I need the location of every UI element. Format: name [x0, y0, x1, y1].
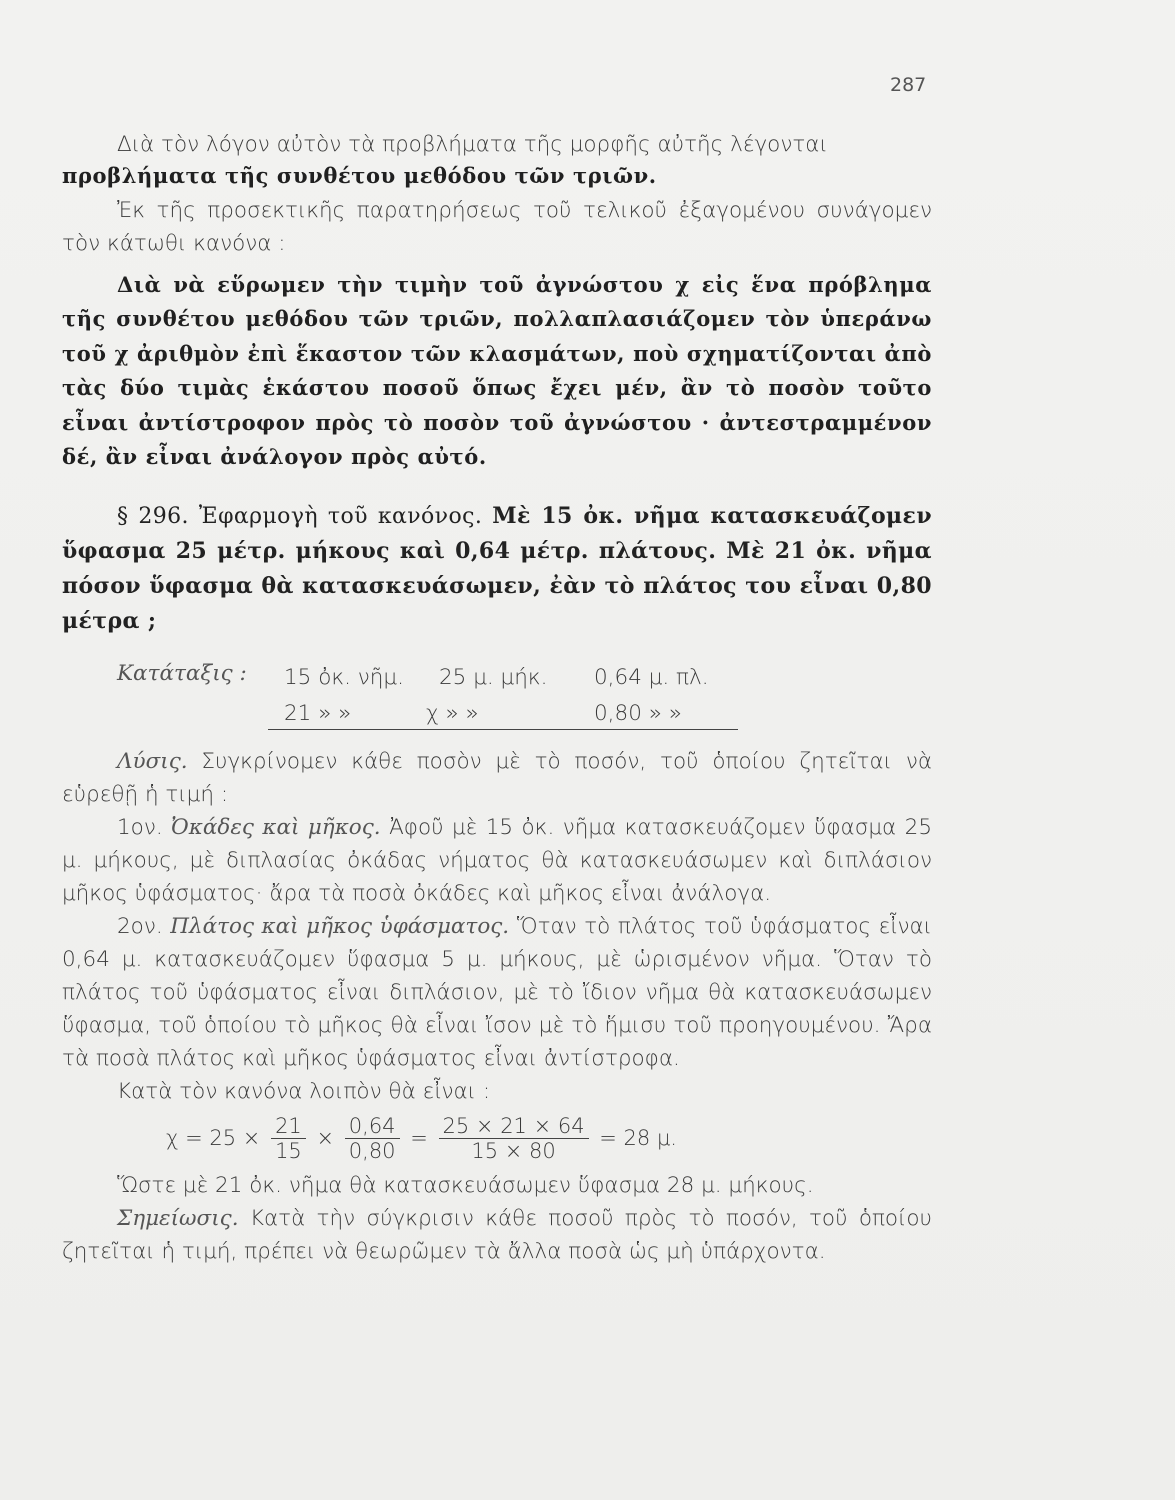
- arrangement-r2c3: 0,80 » »: [594, 700, 682, 726]
- first-title: Ὀκάδες καὶ μῆκος.: [171, 814, 381, 840]
- formula-equals: =: [410, 1125, 428, 1150]
- solution-intro-text: Συγκρίνομεν κάθε ποσὸν μὲ τὸ ποσόν, τοῦ ὁποίου ζητεῖται νὰ εὑρεθῇ ἡ τιμή :: [62, 748, 932, 807]
- first-label: 1ον.: [117, 814, 163, 840]
- section-296: [62, 499, 932, 639]
- fraction-3-den: 15 × 80: [471, 1138, 556, 1163]
- arrangement-r1c2: 25 μ. μήκ.: [439, 664, 548, 690]
- arrangement-r2c2: χ » »: [426, 700, 479, 726]
- fraction-2-num: 0,64: [345, 1114, 400, 1139]
- arrangement-r2c1: 21 » »: [284, 700, 352, 726]
- fraction-1-num: 21: [271, 1114, 306, 1139]
- second-text: Ὅταν τὸ πλάτος τοῦ ὑφάσματος εἶναι 0,64 μ. κατασκευάζομεν ὕφασμα 5 μ. μήκους, μὲ ὡρισμένον νῆμα. Ὅταν τὸ πλάτος τοῦ ὑφάσματος εἶναι διπλάσιον, μὲ τὸ ἴδιον νῆμα θὰ κατασκευάσωμεν ὕφασμα, τοῦ ὁποίου τὸ μῆκος θὰ εἶναι ἴσον μὲ τὸ ἥμισυ τοῦ προηγουμένου. Ἄρα τὰ ποσὰ πλάτος καὶ μῆκος ὑφάσματος εἶναι ἀντίστροφα.: [62, 913, 932, 1071]
- formula-result: = 28 μ.: [599, 1125, 677, 1150]
- note-label: Σημείωσις.: [117, 1205, 239, 1231]
- arrangement-rule: [268, 729, 738, 730]
- second-title: Πλάτος καὶ μῆκος ὑφάσματος.: [170, 913, 510, 939]
- solution-label: Λύσις.: [117, 748, 188, 774]
- solution-second: [62, 910, 932, 1075]
- formula-lhs: χ = 25 ×: [166, 1125, 261, 1150]
- second-label: 2ον.: [117, 913, 163, 939]
- section-body: Μὲ 15 ὀκ. νῆμα κατασκευάζομεν ὕφασμα 25 μέτρ. μήκους καὶ 0,64 μέτρ. πλάτους. Μὲ 21 ὀκ. νῆμα πόσον ὕφασμα θὰ κατασκευάσωμεν, ἐὰν τὸ πλάτος του εἶναι 0,80 μέτρα ;: [62, 502, 932, 634]
- arrangement-table: [62, 661, 932, 739]
- page-number: 287: [890, 74, 927, 96]
- paragraph-intro-line1: Διὰ τὸν λόγον αὐτὸν τὰ προβλήματα τῆς μορφῆς αὐτῆς λέγονται: [117, 132, 828, 157]
- rule-application-intro: Κατὰ τὸν κανόνα λοιπὸν θὰ εἶναι :: [117, 1078, 491, 1104]
- fraction-1: [271, 1114, 306, 1163]
- conclusion: Ὥστε μὲ 21 ὀκ. νῆμα θὰ κατασκευάσωμεν ὕφασμα 28 μ. μήκους.: [117, 1172, 814, 1198]
- first-text: Ἀφοῦ μὲ 15 ὀκ. νῆμα κατασκευάζομεν ὕφασμα 25 μ. μήκους, μὲ διπλασίας ὀκάδας νήματος θὰ κατασκευάσωμεν καὶ διπλάσιον μῆκος ὑφάσματος· ἄρα τὰ ποσὰ ὀκάδες καὶ μῆκος εἶναι ἀνάλογα.: [62, 814, 932, 906]
- arrangement-r1c1: 15 ὀκ. νῆμ.: [284, 664, 404, 690]
- section-title: Ἐφαρμογὴ τοῦ κανόνος.: [198, 503, 483, 529]
- fraction-2: [345, 1114, 400, 1163]
- fraction-1-den: 15: [275, 1138, 302, 1163]
- page-body: [62, 128, 932, 1268]
- solution-intro: [62, 745, 932, 811]
- note-text: Κατὰ τὴν σύγκρισιν κάθε ποσοῦ πρὸς τὸ ποσόν, τοῦ ὁποίου ζητεῖται ἡ τιμή, πρέπει νὰ θεωρῶμεν τὰ ἄλλα ποσὰ ὡς μὴ ὑπάρχοντα.: [62, 1205, 932, 1264]
- formula: [166, 1114, 932, 1163]
- arrangement-r1c3: 0,64 μ. πλ.: [594, 664, 709, 690]
- fraction-3: [439, 1114, 589, 1163]
- arrangement-label: Κατάταξις :: [117, 660, 247, 686]
- paragraph-intro-line2: προβλήματα τῆς συνθέτου μεθόδου τῶν τριῶν.: [62, 163, 657, 188]
- formula-times: ×: [316, 1125, 335, 1150]
- fraction-3-num: 25 × 21 × 64: [439, 1114, 589, 1139]
- solution-first: [62, 811, 932, 910]
- section-number: § 296.: [117, 503, 189, 529]
- paragraph-rule-intro: Ἐκ τῆς προσεκτικῆς παρατηρήσεως τοῦ τελικοῦ ἐξαγομένου συνάγομεν τὸν κάτωθι κανόνα :: [62, 197, 932, 256]
- rule-statement: Διὰ νὰ εὕρωμεν τὴν τιμὴν τοῦ ἀγνώστου χ εἰς ἕνα πρόβλημα τῆς συνθέτου μεθόδου τῶν τριῶν, πολλαπλασιάζομεν τὸν ὑπεράνω τοῦ χ ἀριθμὸν ἐπὶ ἕκαστον τῶν κλασμάτων, ποὺ σχηματίζονται ἀπὸ τὰς δύο τιμὰς ἑκάστου ποσοῦ ὅπως ἔχει μέν, ἂν τὸ ποσὸν τοῦτο εἶναι ἀντίστροφον πρὸς τὸ ποσὸν τοῦ ἀγνώστου · ἀντεστραμμένον δέ, ἂν εἶναι ἀνάλογον πρὸς αὐτό.: [62, 271, 932, 469]
- note: [62, 1202, 932, 1268]
- fraction-2-den: 0,80: [348, 1138, 396, 1163]
